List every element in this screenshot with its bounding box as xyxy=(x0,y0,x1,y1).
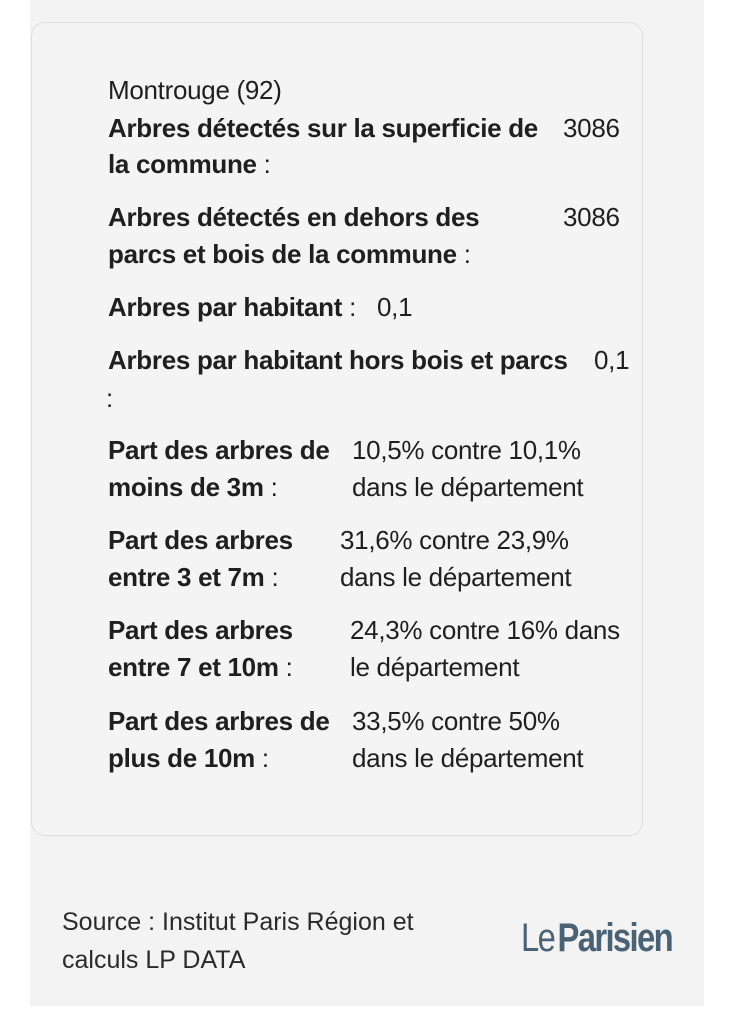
row-4-label-line2-wrap xyxy=(108,469,278,505)
row-6-value-line2: le département xyxy=(350,652,520,682)
row-6-label-line2-wrap xyxy=(108,649,293,685)
row-4-value-line2: dans le département xyxy=(352,472,584,502)
source-line1: Source : Institut Paris Région et xyxy=(62,908,414,936)
row-0-label-line1: Arbres détectés sur la superficie de xyxy=(108,113,538,143)
row-3-value: 0,1 xyxy=(594,345,630,375)
logo-le: Le xyxy=(521,916,555,960)
row-7-value-line1: 33,5% contre 50% xyxy=(352,706,560,736)
source-line2: calculs LP DATA xyxy=(62,946,246,974)
row-6-value-line1: 24,3% contre 16% dans xyxy=(350,615,620,645)
row-5-value-line1: 31,6% contre 23,9% xyxy=(340,525,569,555)
row-1-label-line2: parcs et bois de la commune xyxy=(108,239,457,269)
row-7-label-line1: Part des arbres de xyxy=(108,706,330,736)
row-6-label-line1: Part des arbres xyxy=(108,615,293,645)
row-5-label-line1: Part des arbres xyxy=(108,525,293,555)
row-2-label: Arbres par habitant xyxy=(108,292,343,322)
row-2-value: 0,1 xyxy=(377,292,413,322)
row-5-label-line2-wrap xyxy=(108,559,278,595)
row-1-label-line1: Arbres détectés en dehors des xyxy=(108,202,480,232)
row-0-label-line2: la commune xyxy=(108,149,257,179)
row-2-label-wrap xyxy=(108,289,356,325)
row-7-value-line2: dans le département xyxy=(352,743,584,773)
row-1-label-line2-wrap xyxy=(108,236,471,272)
row-6-label-line2: entre 7 et 10m xyxy=(108,652,279,682)
commune-name: Montrouge (92) xyxy=(108,75,282,105)
le-parisien-logo xyxy=(521,913,672,963)
row-0-colon: : xyxy=(263,149,271,179)
row-7-label-line2-wrap xyxy=(108,740,269,776)
row-4-label-line2: moins de 3m xyxy=(108,472,264,502)
source-note xyxy=(62,903,414,979)
row-0-label-line2-wrap xyxy=(108,146,271,182)
row-5-colon: : xyxy=(271,562,279,592)
row-6-colon: : xyxy=(285,652,293,682)
row-1-colon: : xyxy=(463,239,471,269)
row-0-value: 3086 xyxy=(563,113,620,143)
row-4-label-line1: Part des arbres de xyxy=(108,435,330,465)
row-4-colon: : xyxy=(270,472,278,502)
row-7-label-line2: plus de 10m xyxy=(108,743,255,773)
row-4-value-line1: 10,5% contre 10,1% xyxy=(352,435,581,465)
row-5-label-line2: entre 3 et 7m xyxy=(108,562,265,592)
row-3-label: Arbres par habitant hors bois et parcs xyxy=(108,345,568,375)
row-2-colon: : xyxy=(349,292,357,322)
row-7-colon: : xyxy=(261,743,269,773)
logo-parisien: Parisien xyxy=(557,916,673,960)
row-3-colon: : xyxy=(106,383,113,413)
row-5-value-line2: dans le département xyxy=(340,562,572,592)
row-1-value: 3086 xyxy=(563,202,620,232)
